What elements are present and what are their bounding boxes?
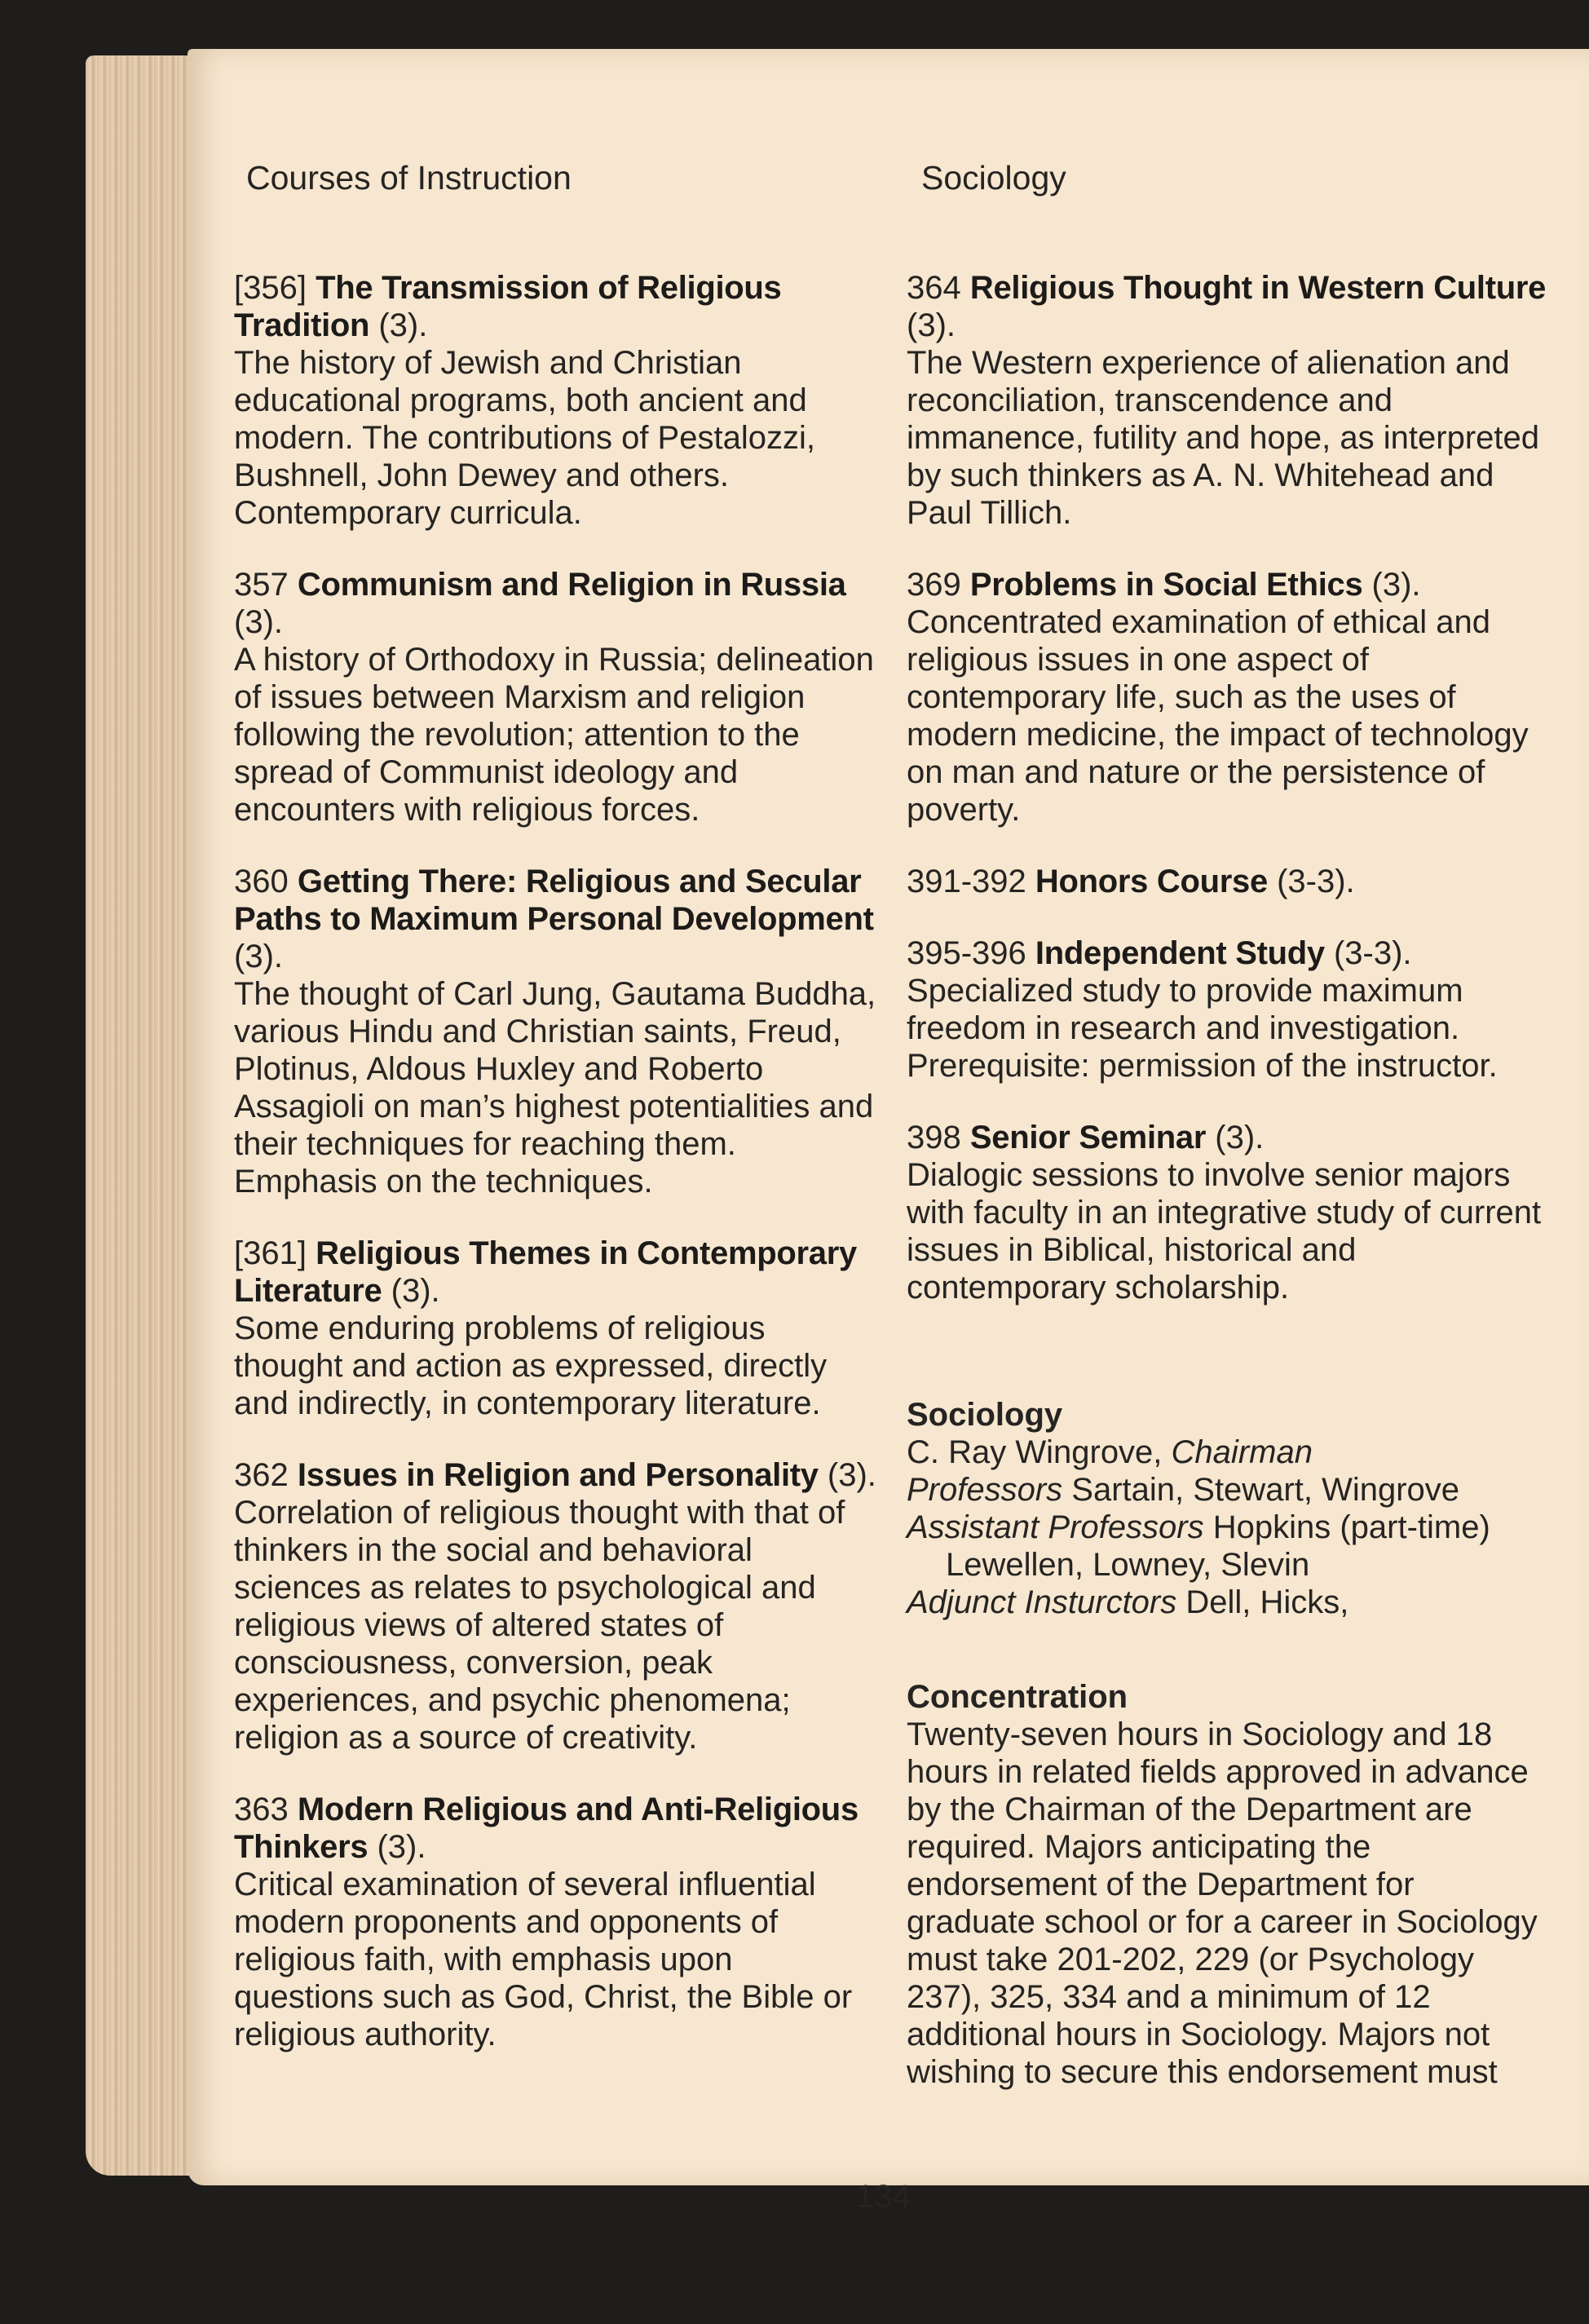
right-column [907,269,1551,2091]
section-title: Concentration [907,1679,1128,1715]
course-title: Honors Course [1035,864,1268,899]
course-number: 363 [234,1792,289,1827]
course-number: 369 [907,567,961,603]
course-credits: (3). [378,307,428,343]
course-number: 395-396 [907,935,1026,971]
course-description: Some enduring problems of religious thought and action as expressed, directly and indirectly, in contemporary literature. [234,1310,828,1421]
course-title: Religious Themes in Contemporary Literature [234,1235,857,1309]
course-title: Problems in Social Ethics [969,567,1363,603]
course-entry [234,1456,878,1756]
course-credits: (3). [907,307,956,343]
professors-names: Sartain, Stewart, Wingrove [1071,1472,1460,1508]
course-credits: (3). [234,939,283,974]
course-credits: (3-3). [1277,864,1355,899]
course-entry [907,269,1551,532]
course-title: Senior Seminar [969,1120,1207,1155]
running-header-right: Sociology [921,159,1066,197]
chair-role: Chairman [1171,1434,1313,1470]
adjunct-line [907,1584,1551,1621]
assistant-line [907,1509,1551,1546]
course-number: 364 [907,270,961,306]
course-credits: (3). [377,1829,426,1865]
running-header-left: Courses of Instruction [246,159,572,197]
course-number: 391-392 [907,864,1026,899]
course-description: Dialogic sessions to involve senior majors with faculty in an integrative study of current issues in Biblical, historical and contemporary scholarship. [907,1157,1542,1306]
course-number: 360 [234,864,289,899]
adjunct-label: Adjunct Insturctors [907,1584,1177,1620]
course-number: [361] [234,1235,307,1271]
course-description: A history of Orthodoxy in Russia; delineation of issues between Marxism and religion following the revolution; attention to the spread of Communist ideology and encounters with religious forces. [234,642,874,828]
course-entry [907,1119,1551,1306]
chair-name: C. Ray Wingrove, [907,1434,1163,1470]
course-entry [234,1791,878,2053]
course-entry [234,566,878,828]
sociology-section [907,1396,1551,1621]
concentration-text: Twenty-seven hours in Sociology and 18 hours in related fields approved in advance by the Chairman of the Department are required. Majors anticipating the endorsement of the Department for graduate school or for a career in Sociology must take 201-202, 229 (or Psychology 237), 325, 334 and a minimum of 12 additional hours in Sociology. Majors not wishing to secure this endorsement must [907,1716,1538,2090]
course-description: Concentrated examination of ethical and religious issues in one aspect of contemporary life, such as the uses of modern medicine, the impact of technology on man and nature or the persistence of poverty. [907,604,1529,828]
professors-label: Professors [907,1472,1063,1508]
course-credits: (3). [827,1457,876,1493]
assistant-line-continued: Lewellen, Lowney, Slevin [946,1547,1310,1583]
course-description: Correlation of religious thought with that of thinkers in the social and behavioral sciences as relates to psychological and religious views of altered states of consciousness, conversion, peak experiences, and psychic phenomena; religion as a source of creativity. [234,1495,845,1756]
course-description: The Western experience of alienation and reconciliation, transcendence and immanence, futility and hope, as interpreted by such thinkers as A. N. Whitehead and Paul Tillich. [907,345,1539,531]
course-description: The thought of Carl Jung, Gautama Buddha, various Hindu and Christian saints, Freud, Plotinus, Aldous Huxley and Roberto Assagioli on man’s highest potentialities and their techniques for reaching them. Emphasis on the techniques. [234,976,876,1200]
course-number: 357 [234,567,289,603]
course-entry [907,863,1551,900]
course-credits: (3). [1371,567,1421,603]
course-entry [234,1235,878,1422]
course-title: Communism and Religion in Russia [297,567,846,603]
course-title: Modern Religious and Anti-Religious Thinkers [234,1792,859,1865]
section-title: Sociology [907,1397,1063,1433]
course-entry [234,863,878,1200]
course-description: The history of Jewish and Christian educational programs, both ancient and modern. The contributions of Pestalozzi, Bushnell, John Dewey and others. Contemporary curricula. [234,345,815,531]
course-entry [907,934,1551,1085]
course-credits: (3). [1215,1120,1265,1155]
assistant-names: Hopkins (part-time) [1212,1509,1490,1545]
page-number: 134 [856,2179,911,2215]
assistant-label: Assistant Professors [907,1509,1204,1545]
course-entry [907,566,1551,828]
course-title: The Transmission of Religious Tradition [234,270,782,343]
course-title: Independent Study [1035,935,1325,971]
professors-line [907,1471,1551,1509]
course-entry [234,269,878,532]
course-title: Getting There: Religious and Secular Paths to Maximum Personal Development [234,864,874,937]
chair-line [907,1434,1551,1471]
course-credits: (3). [234,604,283,640]
course-description: Specialized study to provide maximum freedom in research and investigation. Prerequisite: permission of the instructor. [907,973,1498,1084]
course-credits: (3-3). [1333,935,1412,971]
concentration-section [907,1678,1551,2091]
course-title: Religious Thought in Western Culture [969,270,1547,306]
course-credits: (3). [391,1273,440,1309]
left-column [234,269,878,2088]
adjunct-names: Dell, Hicks, [1185,1584,1349,1620]
course-title: Issues in Religion and Personality [297,1457,819,1493]
course-description: Critical examination of several influential modern proponents and opponents of religious faith, with emphasis upon questions such as God, Christ, the Bible or religious authority. [234,1867,853,2052]
course-number: 398 [907,1120,961,1155]
course-number: 362 [234,1457,289,1493]
course-number: [356] [234,270,307,306]
